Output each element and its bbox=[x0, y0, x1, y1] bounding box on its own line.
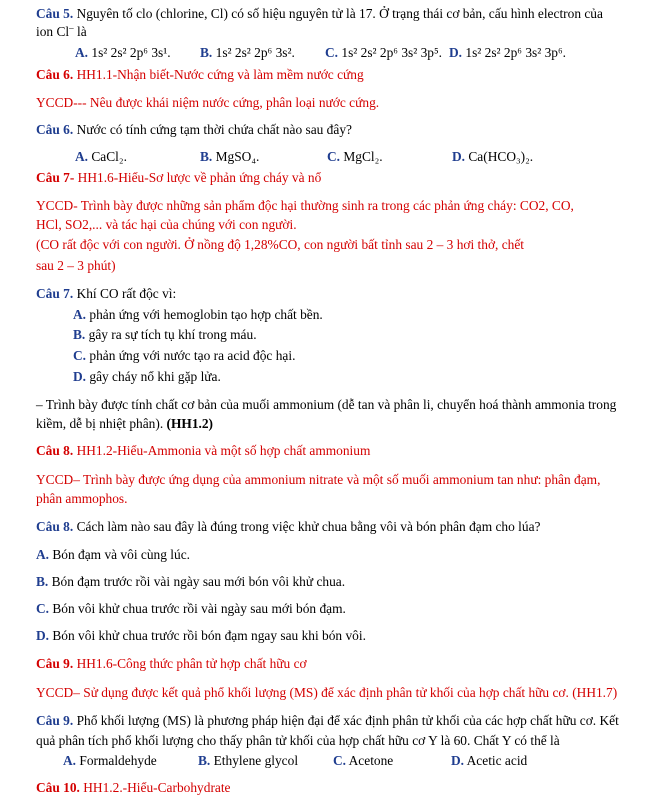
heading-10: Câu 10. HH1.2.-Hiểu-Carbohydrate bbox=[36, 780, 231, 795]
q6-option-a[interactable]: A. CaCl₂. bbox=[75, 149, 127, 164]
yccd-7-line4: sau 2 – 3 phút) bbox=[36, 258, 116, 273]
q5-options bbox=[75, 45, 655, 62]
q9-stem-line1: Câu 9. Phổ khối lượng (MS) là phương pháp hiện đại để xác định phân tử khối của các hợp chất hữu cơ. Kết bbox=[36, 713, 619, 728]
note-line1: – Trình bày được tính chất cơ bản của muối ammonium (dễ tan và phân li, chuyển hoá thành ammonia trong bbox=[36, 397, 617, 412]
heading-7: Câu 7- HH1.6-Hiểu-Sơ lược về phản ứng cháy và nổ bbox=[36, 170, 322, 185]
yccd-8-line1: YCCD– Trình bày được ứng dụng của ammonium nitrate và một số muối ammonium tan như: phân đạm, bbox=[36, 472, 601, 487]
q7-option-c[interactable]: C. phản ứng với nước tạo ra acid độc hại. bbox=[73, 348, 296, 363]
q7-stem: Câu 7. Khí CO rất độc vì: bbox=[36, 286, 177, 301]
q5-stem-line2 bbox=[36, 24, 646, 41]
q5-ion-text: ion Cl bbox=[36, 24, 70, 39]
q5-option-d[interactable]: D. 1s² 2s² 2p⁶ 3s² 3p⁶. bbox=[449, 45, 566, 60]
q8-option-a[interactable]: A. Bón đạm và vôi cùng lúc. bbox=[36, 547, 190, 562]
q5-option-b[interactable]: B. 1s² 2s² 2p⁶ 3s². bbox=[200, 45, 295, 60]
q6-option-d[interactable]: D. Ca(HCO₃)₂. bbox=[452, 149, 534, 164]
q8-stem: Câu 8. Cách làm nào sau đây là đúng trong việc khử chua bằng vôi và bón phân đạm cho lúa? bbox=[36, 519, 541, 534]
q7-option-a[interactable]: A. phản ứng với hemoglobin tạo hợp chất bền. bbox=[73, 307, 323, 322]
q9-option-b[interactable]: B. Ethylene glycol bbox=[198, 753, 299, 768]
q5-option-c[interactable]: C. 1s² 2s² 2p⁶ 3s² 3p⁵. bbox=[325, 45, 442, 60]
yccd-9: YCCD– Sử dụng được kết quả phổ khối lượng (MS) để xác định phân tử khối của hợp chất hữu cơ. (HH1.7) bbox=[36, 685, 618, 700]
yccd-7-line1: YCCD- Trình bày được những sản phẩm độc hại thường sinh ra trong các phản ứng cháy: CO2, CO, bbox=[36, 198, 574, 213]
q5-option-a[interactable]: A. 1s² 2s² 2p⁶ 3s¹. bbox=[75, 45, 171, 60]
heading-9: Câu 9. HH1.6-Công thức phân tử hợp chất hữu cơ bbox=[36, 656, 307, 671]
yccd-7-line2: HCl, SO2,... và tác hại của chúng với con người. bbox=[36, 217, 297, 232]
yccd-6: YCCD--- Nêu được khái niệm nước cứng, phân loại nước cứng. bbox=[36, 95, 380, 110]
q7-option-d[interactable]: D. gây cháy nổ khi gặp lửa. bbox=[73, 369, 221, 384]
heading-8: Câu 8. HH1.2-Hiểu-Ammonia và một số hợp chất ammonium bbox=[36, 443, 371, 458]
q6-stem: Câu 6. Nước có tính cứng tạm thời chứa chất nào sau đây? bbox=[36, 122, 352, 137]
q8-option-b[interactable]: B. Bón đạm trước rồi vài ngày sau mới bón vôi khử chua. bbox=[36, 574, 346, 589]
q6-option-b[interactable]: B. MgSO₄. bbox=[200, 149, 260, 164]
yccd-8-line2: phân ammophos. bbox=[36, 491, 128, 506]
q5-ion-charge: – bbox=[69, 22, 74, 33]
q5-stem-end: là bbox=[73, 24, 87, 39]
q9-option-c[interactable]: C. Acetone bbox=[333, 753, 394, 768]
q8-option-c[interactable]: C. Bón vôi khử chua trước rồi vài ngày sau mới bón đạm. bbox=[36, 601, 346, 616]
q9-stem-line2: quả phân tích phổ khối lượng cho thấy phân tử khối của hợp chất hữu cơ Y là 60. Chất Y có thể là bbox=[36, 733, 560, 748]
q5-stem-text: Nguyên tố clo (chlorine, Cl) có số hiệu nguyên tử là 17. Ở trạng thái cơ bản, cấu hình electron của bbox=[73, 6, 603, 21]
q5-label: Câu 5. bbox=[36, 6, 74, 21]
heading-6: Câu 6. HH1.1-Nhận biết-Nước cứng và làm mềm nước cứng bbox=[36, 67, 364, 82]
q5-stem-line1 bbox=[36, 6, 646, 23]
note-line2: kiềm, dễ bị nhiệt phân). (HH1.2) bbox=[36, 416, 214, 431]
q6-option-c[interactable]: C. MgCl₂. bbox=[327, 149, 383, 164]
q9-option-a[interactable]: A. Formaldehyde bbox=[63, 753, 157, 768]
q6-options bbox=[75, 149, 655, 166]
q7-option-b[interactable]: B. gây ra sự tích tụ khí trong máu. bbox=[73, 327, 257, 342]
q8-option-d[interactable]: D. Bón vôi khử chua trước rồi bón đạm ngay sau khi bón vôi. bbox=[36, 628, 366, 643]
q9-option-d[interactable]: D. Acetic acid bbox=[451, 753, 528, 768]
q9-options bbox=[63, 753, 643, 770]
yccd-7-line3: (CO rất độc với con người. Ở nồng độ 1,28%CO, con người bất tỉnh sau 2 – 3 hơi thở, chết bbox=[36, 237, 525, 252]
